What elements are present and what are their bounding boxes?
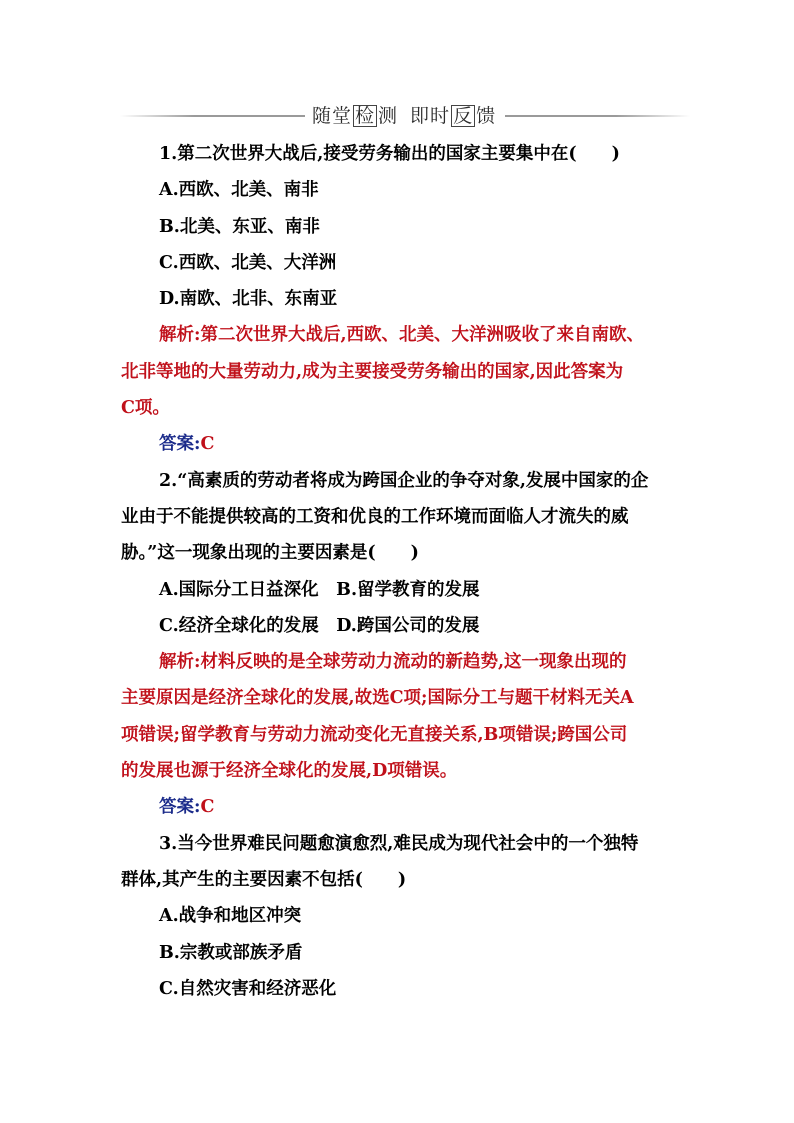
option-row-cd: C.经济全球化的发展 D.跨国公司的发展 bbox=[159, 615, 480, 636]
explanation-text: 第二次世界大战后,西欧、北美、大洋洲吸收了来自南欧、 bbox=[200, 325, 645, 346]
explanation-line: 主要原因是经济全球化的发展,故选C项;国际分工与题干材料无关A bbox=[121, 688, 634, 709]
explanation-label: 解析: bbox=[159, 325, 201, 346]
header-title-boxed-char-2: 反 bbox=[453, 105, 474, 127]
header-title-part3: 即时 bbox=[410, 105, 451, 127]
header-title-part1: 随堂 bbox=[312, 105, 353, 127]
question-2 bbox=[121, 463, 681, 826]
header-title-boxed-char-1: 检 bbox=[355, 105, 376, 127]
answer-value: C bbox=[200, 797, 215, 818]
option-a: A.战争和地区冲突 bbox=[159, 906, 302, 927]
question-1 bbox=[121, 136, 681, 463]
section-header bbox=[120, 103, 690, 129]
explanation-line: 项错误;留学教育与劳动力流动变化无直接关系,B项错误;跨国公司 bbox=[121, 724, 628, 745]
option-c: C.自然灾害和经济恶化 bbox=[159, 978, 337, 999]
header-title bbox=[312, 103, 496, 129]
question-stem-line: 3.当今世界难民问题愈演愈烈,难民成为现代社会中的一个独特 bbox=[159, 833, 639, 854]
answer-label: 答案: bbox=[159, 797, 201, 818]
question-stem-line: 业由于不能提供较高的工资和优良的工作环境而面临人才流失的威 bbox=[121, 506, 629, 527]
option-d: D.南欧、北非、东南亚 bbox=[159, 289, 338, 310]
answer-value: C bbox=[200, 434, 215, 455]
explanation-line: C项。 bbox=[121, 398, 170, 419]
option-c: C.西欧、北美、大洋洲 bbox=[159, 252, 337, 273]
question-stem-line: 2.“高素质的劳动者将成为跨国企业的争夺对象,发展中国家的企 bbox=[159, 470, 649, 491]
question-3 bbox=[121, 826, 681, 1007]
answer-line bbox=[121, 426, 681, 462]
header-title-part2: 测 bbox=[378, 105, 399, 127]
explanation-line: 的发展也源于经济全球化的发展,D项错误。 bbox=[121, 761, 458, 782]
explanation-line: 北非等地的大量劳动力,成为主要接受劳务输出的国家,因此答案为 bbox=[121, 361, 624, 382]
option-a: A.西欧、北美、南非 bbox=[159, 180, 319, 201]
option-b: B.宗教或部族矛盾 bbox=[159, 942, 303, 963]
question-stem-line: 群体,其产生的主要因素不包括( ) bbox=[121, 869, 407, 890]
explanation-line bbox=[121, 317, 681, 353]
answer-line bbox=[121, 789, 681, 825]
option-b: B.北美、东亚、南非 bbox=[159, 216, 320, 237]
question-list bbox=[121, 136, 681, 1007]
question-stem-line: 1.第二次世界大战后,接受劳务输出的国家主要集中在( ) bbox=[159, 144, 620, 164]
header-title-part4: 馈 bbox=[476, 105, 497, 127]
header-rule-right bbox=[505, 115, 690, 117]
explanation-text: 材料反映的是全球劳动力流动的新趋势,这一现象出现的 bbox=[200, 652, 627, 673]
header-rule-left bbox=[120, 115, 305, 117]
explanation-label: 解析: bbox=[159, 652, 201, 673]
option-row-ab: A.国际分工日益深化 B.留学教育的发展 bbox=[159, 579, 480, 600]
question-stem-line: 胁。”这一现象出现的主要因素是( ) bbox=[121, 543, 419, 564]
explanation-line bbox=[121, 644, 681, 680]
answer-label: 答案: bbox=[159, 434, 201, 455]
